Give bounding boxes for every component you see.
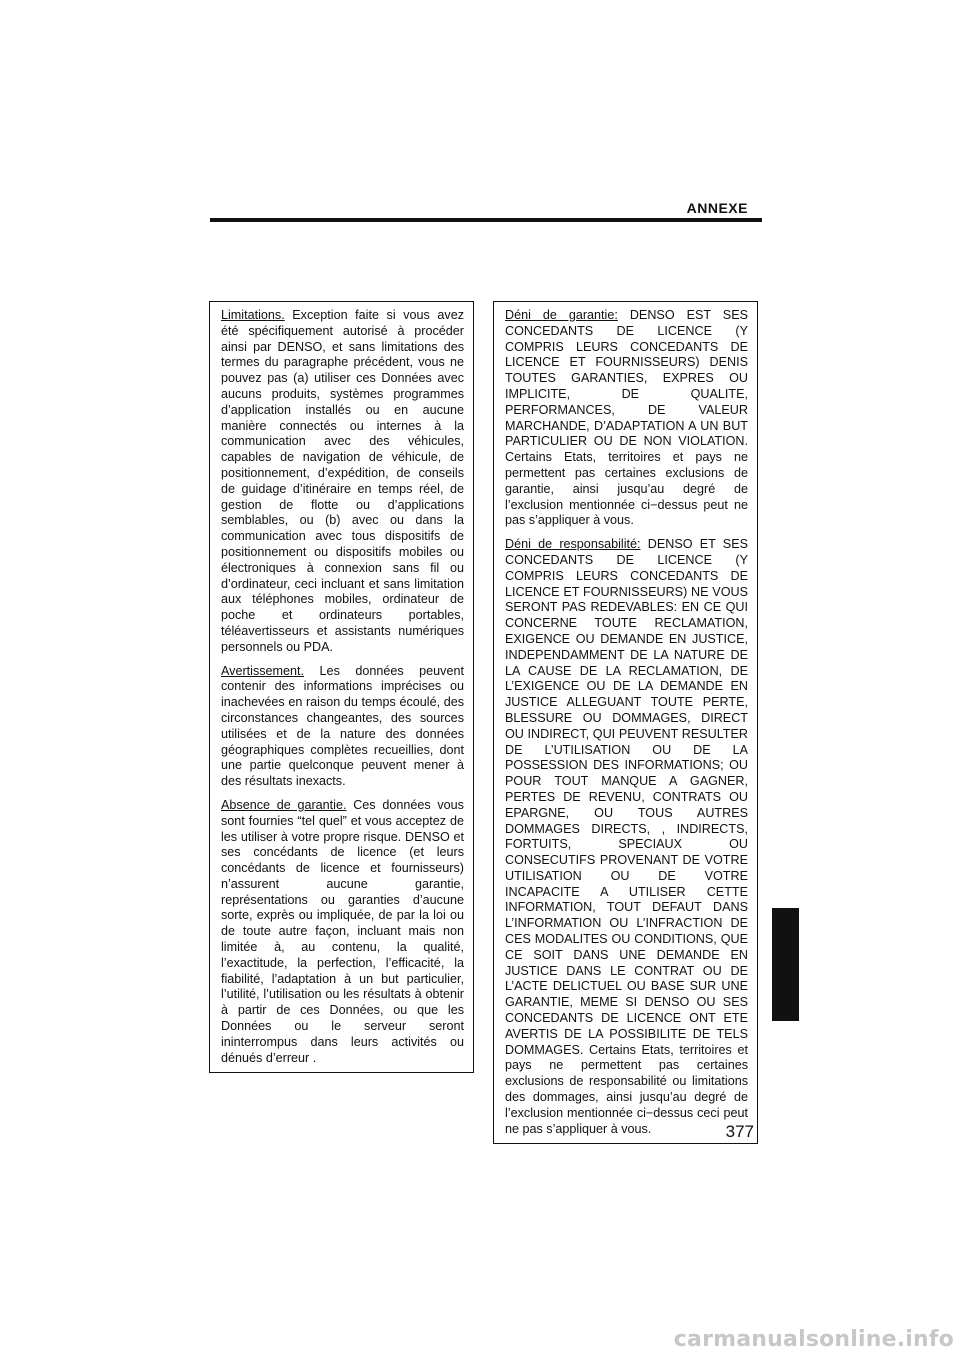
left-text-box [209,301,474,1073]
paragraph-label: Déni de garantie: [505,308,618,322]
header-rule [210,218,762,222]
paragraph-label: Absence de garantie. [221,797,347,812]
paragraph-limitations [221,308,464,656]
paragraph-text: DENSO ET SES CONCEDANTS DE LICENCE (Y COMPRIS LEURS CONCEDANTS DE LICENCE ET FOURNISSEURS) NE VOUS SERONT PAS REDEVABLES: EN CE QUI CONCERNE TOUTE RECLAMATION, EXIGENCE OU DEMANDE EN JUSTICE, INDEPENDAMMENT DE LA NATURE DE LA CAUSE DE LA RECLAMATION, DE L’EXIGENCE OU DE LA DEMANDE EN JUSTICE ALLEGUANT TOUTE PERTE, BLESSURE OU DOMMAGES, DIRECT OU INDIRECT, QUI PEUVENT RESULTER DE L’UTILISATION OU DE LA POSSESSION DES INFORMATIONS; OU POUR TOUT MANQUE A GAGNER, PERTES DE REVENU, CONTRATS OU EPARGNE, OU TOUS AUTRES DOMMAGES DIRECTS, , INDIRECTS, FORTUITS, SPECIAUX OU CONSECUTIFS PROVENANT DE VOTRE UTILISATION OU DE VOTRE INCAPACITE A UTILISER CETTE INFORMATION, TOUT DEFAUT DANS L’INFORMATION OU L’INFRACTION DE CES MODALITES OU CONDITIONS, QUE CE SOIT DANS UNE DEMANDE EN JUSTICE DANS LE CONTRAT OU DE L’ACTE DELICTUEL OU BASE SUR UNE GARANTIE, MEME SI DENSO OU SES CONCEDANTS DE LICENCE ONT ETE AVERTIS DE LA POSSIBILITE DE TELS DOMMAGES. Certains Etats, territoires et pays ne permettent pas certaines exclusions de responsabilité ou limitations des dommages, ainsi jusqu’au degré de l’exclusion mentionnée ci−dessus ceci peut ne pas s’appliquer à vous. [505,537,748,1136]
paragraph-text: Exception faite si vous avez été spécifiquement autorisé à procéder ainsi par DENSO, et sans limitations des termes du paragraphe précédent, vous ne pouvez pas (a) utiliser ces Données avec aucuns produits, systèmes programmes d’application installés ou en aucune manière connectés ou internes à la communication avec des véhicules, capables de navigation de véhicule, de positionnement, d’expédition, de conseils de guidage d’itinéraire en temps réel, de gestion de flotte ou d’applications semblables, ou (b) avec ou dans la communication avec tous dispositifs de positionnement ou dispositifs mobiles ou électroniques à connexion sans fil ou d’ordinateur, ceci incluant et sans limitation aux téléphones mobiles, ordinateur de poche et ordinateurs portables, téléavertisseurs et assistants numériques personnels ou PDA. [221,308,464,654]
paragraph-text: Ces données vous sont fournies “tel quel” et vous acceptez de les utiliser à votre propre risque. DENSO et ses concédants de licence (et leurs concédants de licence et fournisseurs) n’assurent aucune garantie, représentations ou garanties d’aucune sorte, exprès ou impliquée, de par la loi ou de toute autre façon, incluant mais non limitée à, au contenu, la qualité, l’exactitude, la perfection, l’efficacité, la fiabilité, l’adaptation à un but particulier, l’utilité, l’utilisation ou les résultats à obtenir à partir de ces Données, ou que les Données ou le serveur seront ininterrompus dans leurs activités ou dénués d’erreur . [221,797,464,1065]
right-text-box [493,301,758,1144]
paragraph-label: Limitations. [221,308,285,322]
chapter-tab [772,908,799,1021]
page-number: 377 [725,1122,754,1141]
paragraph-label: Avertissement. [221,663,305,678]
section-title: ANNEXE [686,200,748,216]
paragraph-text: Les données peuvent contenir des informations imprécises ou inachevées en raison du temps écoulé, des circonstances changeantes, des sources utilisées et de la nature des données géographiques complètes recueillies, dont une partie quelconque peuvent mener à des résultats inexacts. [221,663,464,789]
paragraph-deni-responsabilite [505,537,748,1137]
paragraph-avertissement [221,664,464,790]
paragraph-absence-garantie [221,798,464,1067]
paragraph-text: DENSO EST SES CONCEDANTS DE LICENCE (Y COMPRIS LEURS CONCEDANTS DE LICENCE ET FOURNISSEURS) DENIS TOUTES GARANTIES, EXPRES OU IMPLICITE, DE QUALITE, PERFORMANCES, DE VALEUR MARCHANDE, D’ADAPTATION A UN BUT PARTICULIER OU DE NON VIOLATION. Certains Etats, territoires et pays ne permettent pas certaines exclusions de garantie, ainsi jusqu’au degré de l’exclusion mentionnée ci−dessus peut ne pas s’appliquer à vous. [505,308,749,528]
paragraph-label: Déni de responsabilité: [505,537,641,552]
watermark: carmanualsonline.info [673,1327,954,1352]
paragraph-deni-garantie [505,308,748,529]
